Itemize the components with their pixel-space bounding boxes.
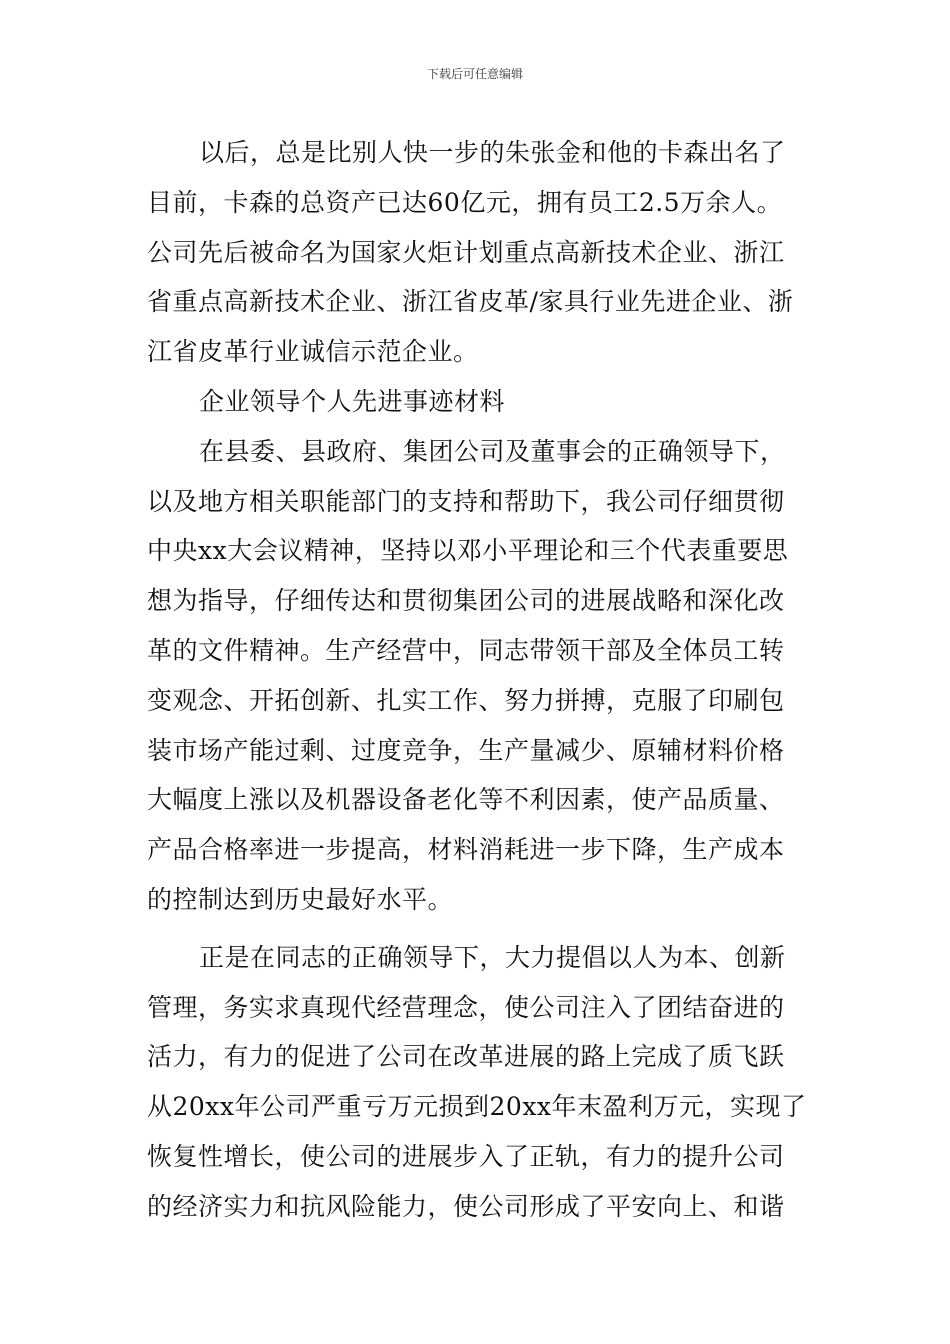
text-line: 大幅度上涨以及机器设备老化等不利因素，使产品质量、 bbox=[147, 785, 785, 815]
text-line: 在县委、县政府、集团公司及董事会的正确领导下， bbox=[199, 436, 786, 466]
text-line: 革的文件精神。生产经营中，同志带领干部及全体员工转 bbox=[147, 635, 785, 665]
text-line: 目前，卡森的总资产已达60亿元，拥有员工2.5万余人。 bbox=[147, 187, 783, 217]
document-body bbox=[147, 128, 807, 1232]
text-line: 活力，有力的促进了公司在改革进展的路上完成了质飞跃 bbox=[147, 1042, 785, 1072]
paragraph-2 bbox=[147, 427, 807, 925]
text-line: 省重点高新技术企业、浙江省皮革/家具行业先进企业、浙 bbox=[147, 287, 794, 317]
page-header: 下载后可任意编辑 bbox=[426, 67, 523, 81]
text-line: 产品合格率进一步提高，材料消耗进一步下降，生产成本 bbox=[147, 835, 785, 865]
text-line: 想为指导，仔细传达和贯彻集团公司的进展战略和深化改 bbox=[147, 586, 785, 616]
paragraph-1 bbox=[147, 128, 807, 377]
text-line: 江省皮革行业诚信示范企业。 bbox=[147, 337, 479, 367]
text-line: 正是在同志的正确领导下，大力提倡以人为本、创新 bbox=[199, 942, 786, 972]
text-line: 的控制达到历史最好水平。 bbox=[147, 884, 454, 914]
text-line: 变观念、开拓创新、扎实工作、努力拼搏，克服了印刷包 bbox=[147, 685, 785, 715]
text-line: 管理，务实求真现代经营理念，使公司注入了团结奋进的 bbox=[147, 992, 785, 1022]
text-line: 的经济实力和抗风险能力，使公司形成了平安向上、和谐 bbox=[147, 1191, 785, 1221]
text-line: 从20xx年公司严重亏万元损到20xx年末盈利万元，实现了 bbox=[147, 1092, 807, 1122]
paragraph-3 bbox=[147, 933, 807, 1232]
text-line: 中央xx大会议精神，坚持以邓小平理论和三个代表重要思 bbox=[147, 536, 789, 566]
text-line: 装市场产能过剩、过度竞争，生产量减少、原辅材料价格 bbox=[147, 735, 785, 765]
text-line: 公司先后被命名为国家火炬计划重点高新技术企业、浙江 bbox=[147, 237, 785, 267]
section-title: 企业领导个人先进事迹材料 bbox=[199, 386, 506, 416]
text-line: 以及地方相关职能部门的支持和帮助下，我公司仔细贯彻 bbox=[147, 486, 785, 516]
text-line: 以后，总是比别人快一步的朱张金和他的卡森出名了 bbox=[199, 138, 786, 167]
text-line: 恢复性增长，使公司的进展步入了正轨，有力的提升公司 bbox=[147, 1141, 785, 1171]
